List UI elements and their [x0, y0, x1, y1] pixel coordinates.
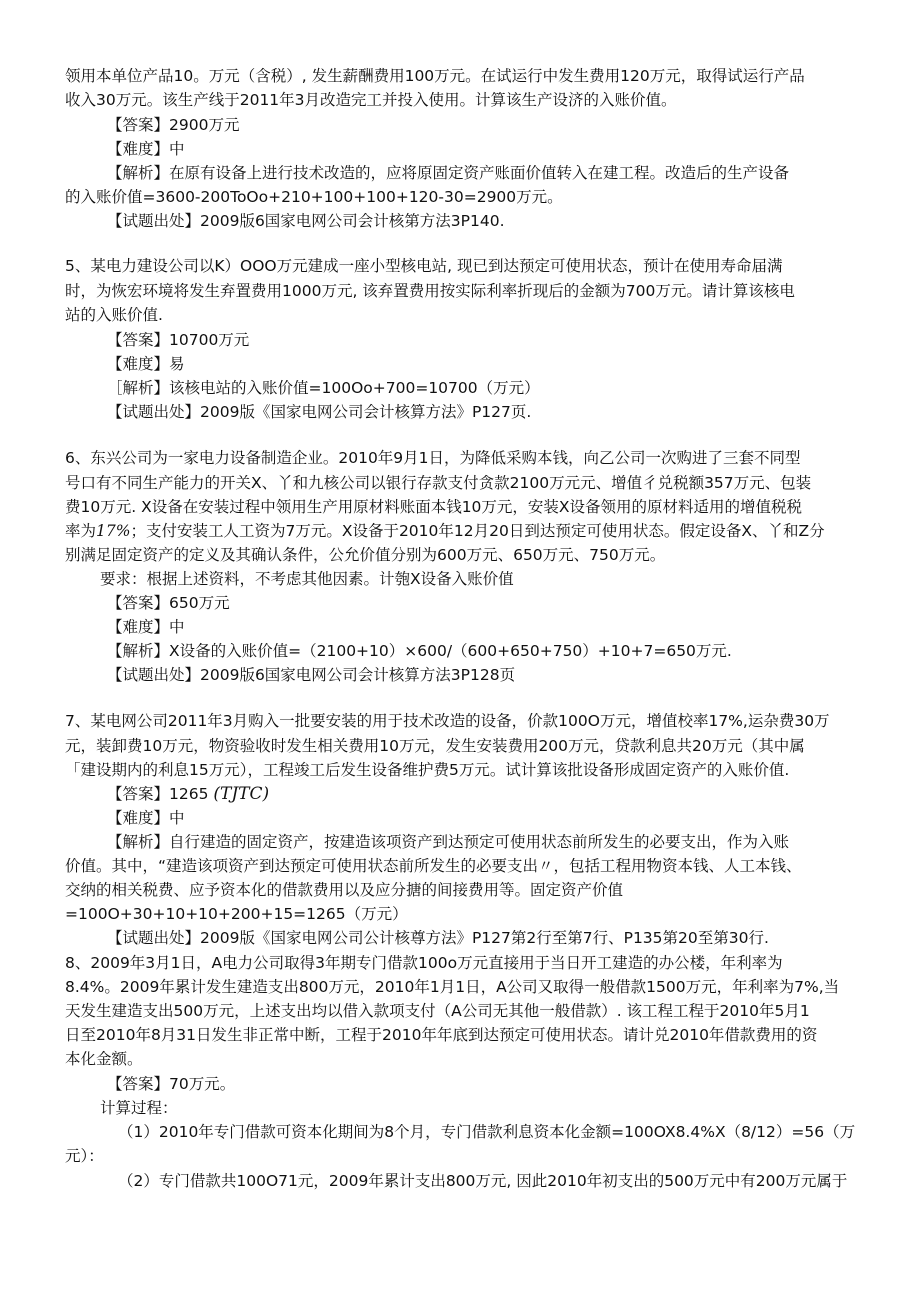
calc-step-2: （2）专门借款共100O71元，2009年累计支出800万元, 因此2010年初支出的500万元中有200万元属于: [118, 1172, 848, 1190]
text-line: 号口有不同生产能力的开关X、丫和九核公司以银行存款支付贪款2100万元元、增值彳兑税额357万元、包装: [65, 474, 812, 492]
source-line: 【试题出处】2009版《国家电网公司会计核算方法》P127页.: [107, 403, 532, 421]
text-line: 领用本单位产品10。万元（含税）, 发生薪酬费用100万元。在试运行中发生费用120万元，取得试运行产品: [65, 67, 805, 85]
analysis-line: ［解析】该核电站的入账价值=100Oo+700=10700（万元）: [107, 379, 540, 397]
question-7: 7、某电网公司2011年3月购入一批要安装的用于技术改造的设备，价款100O万元，增值校率17%,运杂费30万: [65, 712, 830, 730]
text-fragment: ；支付安装工人工资为7万元。X设备于2010年12月20日到达预定可使用状态。假定设备X、丫和Z分: [130, 522, 825, 540]
text-line: 元）：: [65, 1147, 104, 1165]
question-6: 6、东兴公司为一家电力设备制造企业。2010年9月1日，为降低采购本钱，向乙公司一次购进了三套不同型: [65, 449, 801, 467]
requirement-line: 要求：根据上述资料，不考虑其他因素。计匏X设备入账价值: [100, 570, 514, 588]
difficulty-line: 【难度】中: [107, 809, 185, 827]
source-line: 【试题出处】2009版《国家电网公司公计核尊方法》P127第2行至第7行、P135第20至第30行.: [107, 929, 769, 947]
calc-heading: 计算过程：: [100, 1099, 178, 1117]
answer-mark: (TJTC): [213, 784, 270, 804]
text-line: 日至2010年8月31日发生非正常中断，工程于2010年年底到达预定可使用状态。请计兑2010年借款费用的资: [65, 1026, 818, 1044]
text-line: 「建设期内的利息15万元），工程竣工后发生设备维护费5万元。试计算该批设备形成固定资产的入账价值.: [65, 761, 790, 779]
text-line: 交纳的相关税费、应予资本化的借款费用以及应分搪的间接费用等。固定资产价值: [65, 881, 624, 899]
source-line: 【试题出处】2009版6国家电网公司会计核第方法3P140.: [107, 212, 505, 230]
answer-line: 【答案】70万元。: [107, 1075, 236, 1093]
source-line: 【试题出处】2009版6国家电网公司会计核算方法3P128页: [107, 666, 516, 684]
text-fragment: 率为: [65, 522, 97, 540]
text-line: 时，为恢宏环境将发生弃置费用1000万元, 该弃置费用按实际利率折现后的金额为700万元。请计算该核电: [65, 282, 795, 300]
question-5: 5、某电力建设公司以K）OOO万元建成一座小型核电站, 现已到达预定可使用状态，预计在使用寿命届满: [65, 257, 783, 275]
answer-line: 【答案】10700万元: [107, 331, 250, 349]
formula-line: =100O+30+10+10+200+15=1265（万元）: [65, 905, 408, 923]
analysis-line: 【解析】自行建造的固定资产，按建造该项资产到达预定可使用状态前所发生的必要支出，作为入账: [107, 833, 790, 851]
text-line: 本化金额。: [65, 1050, 143, 1068]
rate-italic: 17%: [96, 522, 131, 540]
answer-line: [107, 784, 915, 804]
text-line: 价值。其中，“建造该项资产到达预定可使用状态前所发生的必要支出〃，包括工程用物资本钱、人工本钱、: [65, 857, 802, 875]
text-line: 费10万元. X设备在安装过程中领用生产用原材料账面本钱10万元，安装X设备领用的原材料适用的增值税税: [65, 498, 803, 516]
text-line: 8.4%。2009年累计发生建造支出800万元，2010年1月1日，A公司又取得一般借款1500万元，年利率为7%,当: [65, 978, 840, 996]
text-fragment: 【答案】1265: [107, 785, 209, 803]
question-8: 8、2009年3月1日，A电力公司取得3年期专门借款100o万元直接用于当日开工建造的办公楼，年利率为: [65, 954, 783, 972]
analysis-line: 【解析】X设备的入账价值=（2100+10）×600/（600+650+750）+10+7=650万元.: [107, 642, 732, 660]
calc-step-1: （1）2010年专门借款可资本化期间为8个月，专门借款利息资本化金额=100OX8.4%X（8/12）=56（万: [118, 1123, 856, 1141]
difficulty-line: 【难度】中: [107, 140, 185, 158]
text-line: [65, 521, 915, 541]
answer-line: 【答案】650万元: [107, 594, 230, 612]
answer-line: 【答案】2900万元: [107, 116, 240, 134]
analysis-line: 【解析】在原有设备上进行技术改造的，应将原固定资产账面价值转入在建工程。改造后的生产设备: [107, 164, 790, 182]
text-line: 天发生建造支出500万元，上述支出均以借入款项支付（A公司无其他一般借款）. 该工程工程于2010年5月1: [65, 1002, 810, 1020]
difficulty-line: 【难度】易: [107, 355, 185, 373]
text-line: 站的入账价值.: [65, 306, 163, 324]
text-line: 别满足固定资产的定义及其确认条件，公允价值分别为600万元、650万元、750万元。: [65, 546, 666, 564]
text-line: 收入30万元。该生产线于2011年3月改造完工并投入使用。计算该生产设济的入账价值。: [65, 91, 677, 109]
difficulty-line: 【难度】中: [107, 618, 185, 636]
text-line: 元，装卸费10万元，物资验收时发生相关费用10万元，发生安装费用200万元，贷款利息共20万元（其中属: [65, 737, 805, 755]
text-line: 的入账价值=3600-200ToOo+210+100+100+120-30=2900万元。: [65, 188, 563, 206]
